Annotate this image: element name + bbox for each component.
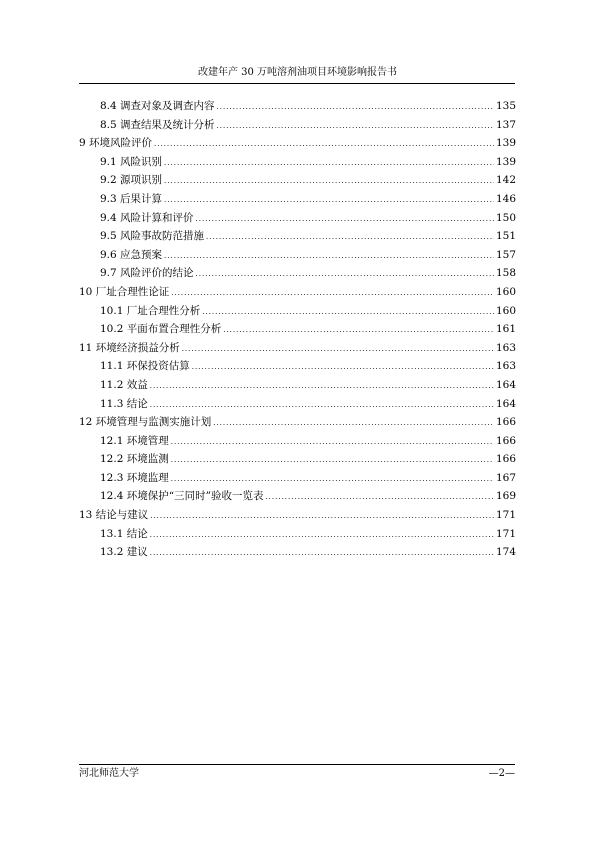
toc-entry[interactable] <box>79 357 516 376</box>
toc-entry-label: 11 环境经济损益分析 <box>79 341 180 354</box>
toc-entry-page: 151 <box>495 230 516 243</box>
toc-entry-label: 12.3 环境监理 <box>100 471 169 484</box>
toc-entry[interactable] <box>79 469 516 488</box>
toc-dot-leader <box>217 98 494 117</box>
toc-entry[interactable] <box>79 395 516 414</box>
toc-entry[interactable] <box>79 246 516 265</box>
toc-entry[interactable] <box>79 506 516 525</box>
toc-dot-leader <box>150 507 494 526</box>
toc-dot-leader <box>202 303 494 322</box>
toc-dot-leader <box>150 526 494 545</box>
toc-entry-label: 8.4 调查对象及调查内容 <box>100 100 215 112</box>
toc-entry-label: 10.2 平面布置合理性分析 <box>100 323 222 336</box>
toc-entry-label: 9.1 风险识别 <box>100 155 163 168</box>
toc-entry[interactable] <box>79 227 516 246</box>
toc-dot-leader <box>154 135 494 154</box>
toc-dot-leader <box>196 210 494 229</box>
toc-entry-label: 13 结论与建议 <box>79 509 149 522</box>
toc-entry-page: 146 <box>495 192 516 205</box>
toc-entry[interactable] <box>79 525 516 544</box>
toc-entry[interactable] <box>79 302 516 321</box>
toc-entry-label: 10.1 厂址合理性分析 <box>100 304 201 317</box>
footer-rule <box>79 764 515 765</box>
toc-dot-leader <box>196 265 494 284</box>
toc-dot-leader <box>206 228 494 247</box>
toc-entry-label: 13.1 结论 <box>100 527 148 540</box>
toc-dot-leader <box>171 451 494 470</box>
toc-entry-page: 150 <box>495 211 516 224</box>
toc-entry[interactable] <box>79 283 516 302</box>
footer-institution: 河北师范大学 <box>79 768 139 779</box>
toc-entry-page: 166 <box>495 416 516 429</box>
toc-entry-page: 166 <box>495 434 516 447</box>
toc-dot-leader <box>265 488 494 507</box>
toc-entry-label: 9.3 后果计算 <box>100 192 163 205</box>
toc-entry-label: 13.2 建议 <box>100 546 148 559</box>
toc-dot-leader <box>164 172 494 191</box>
toc-entry-page: 157 <box>495 248 516 261</box>
toc-entry-page: 142 <box>495 174 516 187</box>
toc-entry-page: 171 <box>495 527 516 540</box>
toc-entry-label: 9.7 风险评价的结论 <box>100 267 194 280</box>
toc-entry-page: 164 <box>495 397 516 410</box>
toc-entry-page: 158 <box>495 267 516 280</box>
toc-dot-leader <box>192 358 494 377</box>
toc-entry-label: 9.6 应急预案 <box>100 248 163 261</box>
toc-dot-leader <box>223 321 494 340</box>
toc-entry-page: 167 <box>495 471 516 484</box>
toc-dot-leader <box>164 154 494 173</box>
toc-dot-leader <box>182 340 494 359</box>
toc-entry-page: 135 <box>495 100 516 112</box>
toc-entry-page: 160 <box>495 304 516 317</box>
toc-dot-leader <box>171 433 494 452</box>
toc-entry[interactable] <box>79 487 516 506</box>
toc-entry-label: 12.1 环境管理 <box>100 434 169 447</box>
toc-dot-leader <box>171 470 494 489</box>
toc-dot-leader <box>150 544 494 563</box>
toc-entry-label: 11.1 环保投资估算 <box>100 360 190 373</box>
toc-dot-leader <box>164 247 494 266</box>
toc-entry[interactable] <box>79 320 516 339</box>
toc-entry-label: 12.4 环境保护“三同时”验收一览表 <box>100 490 264 503</box>
toc-entry-label: 12 环境管理与监测实施计划 <box>79 416 212 429</box>
toc-entry-label: 10 厂址合理性论证 <box>79 285 170 298</box>
toc-entry-page: 163 <box>495 360 516 373</box>
toc-dot-leader <box>164 191 494 210</box>
header-rule <box>79 83 515 84</box>
toc-dot-leader <box>213 414 494 433</box>
toc-entry-page: 139 <box>495 137 516 150</box>
toc-entry-page: 169 <box>495 490 516 503</box>
toc-entry-page: 160 <box>495 285 516 298</box>
toc-entry[interactable] <box>79 116 516 135</box>
toc-dot-leader <box>217 117 494 136</box>
toc-entry-page: 164 <box>495 378 516 391</box>
toc-entry[interactable] <box>79 190 516 209</box>
page-number: —2— <box>488 768 515 779</box>
toc-entry-label: 9.2 源项识别 <box>100 174 163 187</box>
table-of-contents <box>79 97 516 562</box>
toc-entry-label: 9 环境风险评价 <box>79 137 153 150</box>
toc-entry[interactable] <box>79 264 516 283</box>
toc-entry[interactable] <box>79 376 516 395</box>
toc-entry[interactable] <box>79 413 516 432</box>
toc-entry[interactable] <box>79 97 516 116</box>
page-header-title: 改建年产 30 万吨溶剂油项目环境影响报告书 <box>197 67 398 78</box>
toc-entry-page: 163 <box>495 341 516 354</box>
toc-dot-leader <box>171 284 494 303</box>
toc-entry-label: 9.4 风险计算和评价 <box>100 211 194 224</box>
toc-entry-label: 11.3 结论 <box>100 397 148 410</box>
toc-entry-label: 11.2 效益 <box>100 378 148 391</box>
toc-entry-page: 171 <box>495 509 516 522</box>
toc-entry[interactable] <box>79 134 516 153</box>
toc-entry[interactable] <box>79 432 516 451</box>
toc-entry[interactable] <box>79 543 516 562</box>
toc-entry-page: 166 <box>495 453 516 466</box>
toc-entry[interactable] <box>79 171 516 190</box>
toc-entry-page: 161 <box>495 323 516 336</box>
toc-entry-label: 9.5 风险事故防范措施 <box>100 230 205 243</box>
toc-entry-page: 174 <box>495 546 516 559</box>
toc-entry-label: 8.5 调查结果及统计分析 <box>100 118 215 131</box>
toc-dot-leader <box>150 396 494 415</box>
toc-entry-page: 137 <box>495 118 516 131</box>
toc-entry[interactable] <box>79 339 516 358</box>
toc-entry[interactable] <box>79 450 516 469</box>
toc-dot-leader <box>150 377 494 396</box>
toc-entry[interactable] <box>79 153 516 172</box>
toc-entry[interactable] <box>79 209 516 228</box>
toc-entry-label: 12.2 环境监测 <box>100 453 169 466</box>
toc-entry-page: 139 <box>495 155 516 168</box>
